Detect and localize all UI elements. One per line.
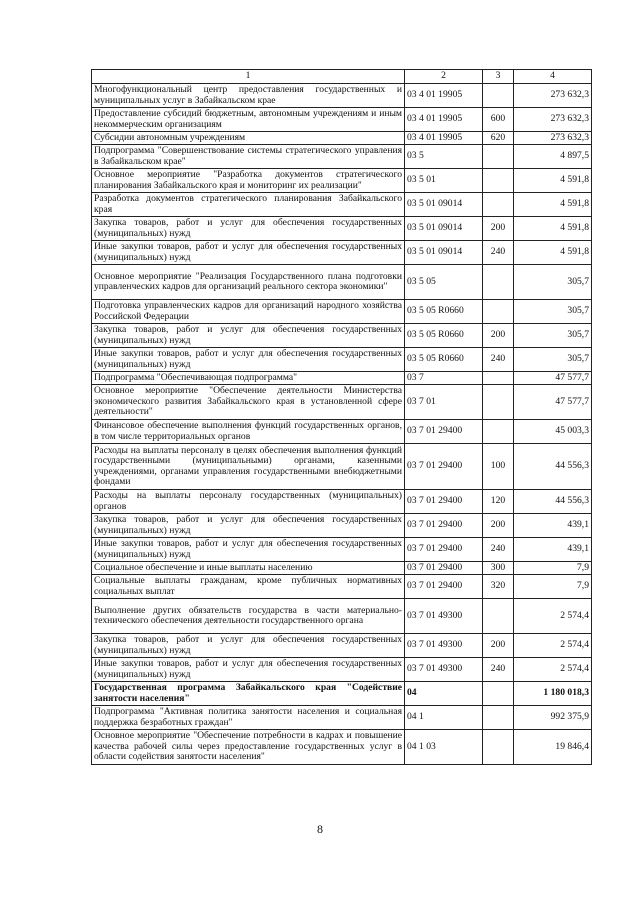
row-vr: 200 (483, 217, 514, 241)
row-name: Выполнение других обязательств государства в части материально-технического обеспечения деятельности государственного органа (92, 599, 405, 634)
row-sum: 4 591,8 (514, 217, 592, 241)
row-code: 03 7 01 29400 (405, 444, 483, 490)
row-name: Основное мероприятие "Разработка документов стратегического планирования Забайкальского края и мониторинг их реализации" (92, 169, 405, 193)
row-sum: 273 632,3 (514, 108, 592, 132)
table-row (92, 385, 592, 420)
row-sum: 2 574,4 (514, 634, 592, 658)
table-row (92, 372, 592, 385)
table-row (92, 682, 592, 706)
header-code: 2 (405, 70, 483, 84)
row-code: 03 7 01 29400 (405, 420, 483, 444)
table-row (92, 108, 592, 132)
row-name: Закупка товаров, работ и услуг для обеспечения государственных (муниципальных) нужд (92, 217, 405, 241)
row-sum: 305,7 (514, 348, 592, 372)
row-vr: 200 (483, 324, 514, 348)
table-row (92, 634, 592, 658)
row-name: Государственная программа Забайкальского края "Содействие занятости населения" (92, 682, 405, 706)
row-code: 03 5 (405, 145, 483, 169)
row-sum: 4 591,8 (514, 169, 592, 193)
row-code: 03 4 01 19905 (405, 132, 483, 145)
row-code: 04 1 03 (405, 730, 483, 765)
row-name: Многофункциональный центр предоставления государственных и муниципальных услуг в Забайкальском крае (92, 84, 405, 108)
row-code: 03 7 01 29400 (405, 562, 483, 575)
row-name: Подпрограмма "Активная политика занятости населения и социальная поддержка безработных граждан" (92, 706, 405, 730)
row-code: 03 5 05 R0660 (405, 324, 483, 348)
page-number: 8 (317, 822, 323, 836)
row-code: 03 4 01 19905 (405, 108, 483, 132)
row-name: Иные закупки товаров, работ и услуг для обеспечения государственных (муниципальных) нужд (92, 241, 405, 265)
table-row (92, 132, 592, 145)
row-vr: 240 (483, 241, 514, 265)
row-name: Подготовка управленческих кадров для организаций народного хозяйства Российской Федерации (92, 300, 405, 324)
row-vr (483, 265, 514, 300)
header-vr: 3 (483, 70, 514, 84)
row-vr (483, 84, 514, 108)
row-sum: 273 632,3 (514, 132, 592, 145)
row-sum: 45 003,3 (514, 420, 592, 444)
row-sum: 47 577,7 (514, 385, 592, 420)
row-vr (483, 145, 514, 169)
table-row (92, 193, 592, 217)
budget-table (91, 69, 592, 765)
table-row (92, 706, 592, 730)
row-vr (483, 730, 514, 765)
row-name: Расходы на выплаты персоналу в целях обеспечения выполнения функций государственными (муниципальными) органами, казенными учреждениями, органами управления государственными внебюджетными фондами (92, 444, 405, 490)
table-row (92, 348, 592, 372)
row-sum: 7,9 (514, 562, 592, 575)
row-name: Основное мероприятие "Реализация Государственного плана подготовки управленческих кадров для организаций реального сектора экономики" (92, 265, 405, 300)
row-name: Подпрограмма "Обеспечивающая подпрограмма" (92, 372, 405, 385)
row-sum: 44 556,3 (514, 490, 592, 514)
row-name: Предоставление субсидий бюджетным, автономным учреждениям и иным некоммерческим организациям (92, 108, 405, 132)
row-code: 03 5 05 (405, 265, 483, 300)
row-sum: 992 375,9 (514, 706, 592, 730)
row-name: Основное мероприятие "Обеспечение потребности в кадрах и повышение качества рабочей силы через предоставление государственных услуг в области содействия занятости населения" (92, 730, 405, 765)
row-sum: 4 591,8 (514, 241, 592, 265)
table-row (92, 217, 592, 241)
row-name: Закупка товаров, работ и услуг для обеспечения государственных (муниципальных) нужд (92, 324, 405, 348)
row-vr (483, 706, 514, 730)
row-vr: 300 (483, 562, 514, 575)
row-name: Финансовое обеспечение выполнения функций государственных органов, в том числе территориальных органов (92, 420, 405, 444)
row-code: 03 7 01 49300 (405, 599, 483, 634)
row-name: Субсидии автономным учреждениям (92, 132, 405, 145)
row-vr (483, 420, 514, 444)
row-code: 04 (405, 682, 483, 706)
table-row (92, 169, 592, 193)
row-vr: 600 (483, 108, 514, 132)
row-name: Закупка товаров, работ и услуг для обеспечения государственных (муниципальных) нужд (92, 634, 405, 658)
table-row (92, 241, 592, 265)
row-vr (483, 385, 514, 420)
row-sum: 2 574,4 (514, 599, 592, 634)
row-sum: 1 180 018,3 (514, 682, 592, 706)
row-sum: 305,7 (514, 324, 592, 348)
table-row (92, 538, 592, 562)
row-name: Социальные выплаты гражданам, кроме публичных нормативных социальных выплат (92, 575, 405, 599)
table-row (92, 575, 592, 599)
row-vr: 240 (483, 538, 514, 562)
row-name: Расходы на выплаты персоналу государственных (муниципальных) органов (92, 490, 405, 514)
table-row (92, 420, 592, 444)
row-code: 04 1 (405, 706, 483, 730)
table-row (92, 444, 592, 490)
table-header-row (92, 70, 592, 84)
header-name: 1 (92, 70, 405, 84)
row-sum: 4 897,5 (514, 145, 592, 169)
row-name: Иные закупки товаров, работ и услуг для обеспечения государственных (муниципальных) нужд (92, 538, 405, 562)
table-row (92, 562, 592, 575)
row-vr: 320 (483, 575, 514, 599)
row-sum: 439,1 (514, 538, 592, 562)
row-code: 03 5 01 09014 (405, 193, 483, 217)
table-row (92, 658, 592, 682)
row-vr: 200 (483, 634, 514, 658)
row-sum: 439,1 (514, 514, 592, 538)
row-vr (483, 300, 514, 324)
row-vr (483, 682, 514, 706)
table-row (92, 730, 592, 765)
table-row (92, 300, 592, 324)
table-row (92, 490, 592, 514)
row-code: 03 7 01 29400 (405, 538, 483, 562)
row-code: 03 5 01 09014 (405, 217, 483, 241)
row-name: Иные закупки товаров, работ и услуг для обеспечения государственных (муниципальных) нужд (92, 658, 405, 682)
table-row (92, 324, 592, 348)
row-code: 03 7 01 29400 (405, 575, 483, 599)
row-vr (483, 193, 514, 217)
row-sum: 47 577,7 (514, 372, 592, 385)
row-code: 03 7 01 29400 (405, 514, 483, 538)
header-sum: 4 (514, 70, 592, 84)
table-body (92, 84, 592, 765)
row-code: 03 5 01 (405, 169, 483, 193)
row-sum: 7,9 (514, 575, 592, 599)
row-code: 03 7 01 29400 (405, 490, 483, 514)
row-vr (483, 372, 514, 385)
row-code: 03 5 05 R0660 (405, 300, 483, 324)
row-vr: 240 (483, 658, 514, 682)
row-code: 03 7 01 (405, 385, 483, 420)
table-row (92, 514, 592, 538)
row-sum: 305,7 (514, 300, 592, 324)
row-name: Подпрограмма "Совершенствование системы стратегического управления в Забайкальском крае" (92, 145, 405, 169)
row-vr: 100 (483, 444, 514, 490)
row-name: Иные закупки товаров, работ и услуг для обеспечения государственных (муниципальных) нужд (92, 348, 405, 372)
row-sum: 305,7 (514, 265, 592, 300)
row-vr (483, 599, 514, 634)
row-code: 03 4 01 19905 (405, 84, 483, 108)
row-code: 03 7 01 49300 (405, 634, 483, 658)
row-vr (483, 169, 514, 193)
row-vr: 620 (483, 132, 514, 145)
row-code: 03 5 01 09014 (405, 241, 483, 265)
table-row (92, 84, 592, 108)
row-name: Основное мероприятие "Обеспечение деятельности Министерства экономического развития Забайкальского края в установленной сфере деятельности" (92, 385, 405, 420)
row-name: Закупка товаров, работ и услуг для обеспечения государственных (муниципальных) нужд (92, 514, 405, 538)
table-row (92, 145, 592, 169)
row-sum: 273 632,3 (514, 84, 592, 108)
row-code: 03 7 01 49300 (405, 658, 483, 682)
row-sum: 4 591,8 (514, 193, 592, 217)
row-sum: 2 574,4 (514, 658, 592, 682)
row-code: 03 7 (405, 372, 483, 385)
row-name: Разработка документов стратегического планирования Забайкальского края (92, 193, 405, 217)
table-row (92, 599, 592, 634)
table-row (92, 265, 592, 300)
row-vr: 200 (483, 514, 514, 538)
row-name: Социальное обеспечение и иные выплаты населению (92, 562, 405, 575)
row-sum: 44 556,3 (514, 444, 592, 490)
row-vr: 120 (483, 490, 514, 514)
row-vr: 240 (483, 348, 514, 372)
document-page (91, 69, 592, 765)
row-sum: 19 846,4 (514, 730, 592, 765)
row-code: 03 5 05 R0660 (405, 348, 483, 372)
